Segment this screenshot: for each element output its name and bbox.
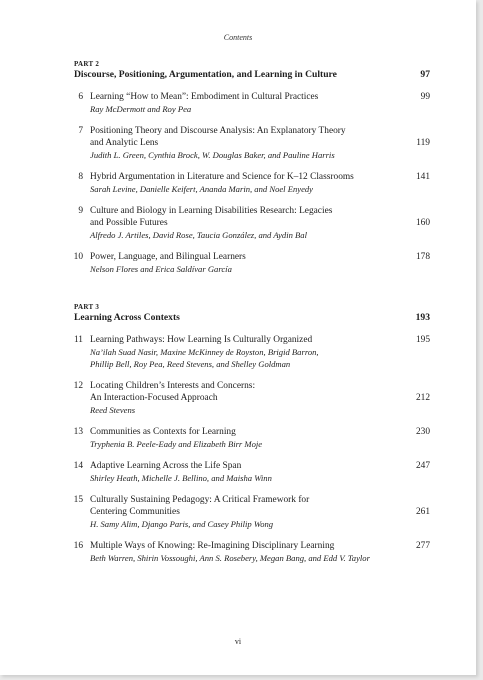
chapter-number: 14 bbox=[73, 461, 83, 471]
chapter-title-line: Multiple Ways of Knowing: Re-Imagining Disciplinary Learning bbox=[90, 541, 335, 551]
chapter-title-line: Culture and Biology in Learning Disabilities Research: Legacies bbox=[90, 206, 333, 216]
page-folio: vi bbox=[234, 637, 242, 646]
toc-entry bbox=[74, 171, 430, 195]
chapter-page-number: 119 bbox=[416, 138, 430, 148]
chapter-title-line: and Possible Futures bbox=[90, 218, 168, 228]
chapter-authors: Judith L. Green, Cynthia Brock, W. Douglas Baker, and Pauline Harris bbox=[90, 150, 335, 160]
chapter-text bbox=[90, 171, 390, 195]
chapter-text bbox=[90, 380, 390, 416]
chapter-authors: Na’ilah Suad Nasir, Maxine McKinney de Royston, Brigid Barron, bbox=[90, 347, 319, 357]
part-label: PART 2 bbox=[74, 60, 100, 68]
chapter-title-line: Locating Children’s Interests and Concerns: bbox=[90, 381, 256, 391]
chapter-title-line: An Interaction-Focused Approach bbox=[90, 393, 218, 403]
chapter-authors: Sarah Levine, Danielle Keifert, Ananda Marin, and Noel Enyedy bbox=[90, 184, 314, 194]
chapter-authors: Phillip Bell, Roy Pea, Reed Stevens, and Shelley Goldman bbox=[90, 359, 291, 369]
chapter-number: 7 bbox=[78, 126, 83, 136]
toc-entry bbox=[74, 251, 430, 275]
toc-entry bbox=[74, 540, 430, 564]
chapter-title-line: Learning Pathways: How Learning Is Culturally Organized bbox=[90, 335, 313, 345]
chapter-title-line: Centering Communities bbox=[90, 507, 180, 517]
chapter-text bbox=[90, 251, 390, 275]
part-label: PART 3 bbox=[74, 303, 100, 311]
chapter-page-number: 178 bbox=[415, 252, 430, 262]
toc-entry bbox=[74, 91, 430, 115]
toc-entry bbox=[74, 125, 430, 161]
toc-entry bbox=[74, 334, 430, 370]
chapter-text bbox=[90, 334, 390, 370]
part-page-number: 193 bbox=[415, 312, 430, 323]
chapter-authors: H. Samy Alim, Django Paris, and Casey Philip Wong bbox=[90, 519, 274, 529]
part-title: Learning Across Contexts bbox=[74, 312, 180, 323]
part-title: Discourse, Positioning, Argumentation, and Learning in Culture bbox=[74, 69, 337, 80]
chapter-title-line: Positioning Theory and Discourse Analysis: An Explanatory Theory bbox=[90, 126, 346, 136]
chapter-title-line: Communities as Contexts for Learning bbox=[90, 427, 236, 437]
chapter-number: 16 bbox=[73, 541, 83, 551]
chapter-text bbox=[90, 540, 390, 564]
toc-entry bbox=[74, 460, 430, 484]
chapter-page-number: 212 bbox=[415, 393, 430, 403]
toc-entry bbox=[74, 380, 430, 416]
chapter-page-number: 277 bbox=[415, 541, 430, 551]
chapter-title-line: and Analytic Lens bbox=[90, 138, 159, 148]
part-title-row bbox=[74, 312, 430, 324]
chapter-page-number: 195 bbox=[415, 335, 430, 345]
chapter-authors: Nelson Flores and Erica Saldívar García bbox=[90, 264, 232, 274]
chapter-title-line: Adaptive Learning Across the Life Span bbox=[90, 461, 242, 471]
chapter-number: 6 bbox=[78, 92, 83, 102]
table-of-contents bbox=[74, 60, 430, 564]
chapter-number: 13 bbox=[73, 427, 83, 437]
chapter-number: 8 bbox=[78, 172, 83, 182]
chapter-authors: Shirley Heath, Michelle J. Bellino, and Maisha Winn bbox=[90, 473, 272, 483]
chapter-number: 15 bbox=[73, 495, 83, 505]
chapter-title-line: Hybrid Argumentation in Literature and Science for K–12 Classrooms bbox=[90, 172, 354, 182]
chapter-page-number: 247 bbox=[415, 461, 430, 471]
part-title-row bbox=[74, 69, 430, 81]
toc-entry bbox=[74, 205, 430, 241]
part-3-section bbox=[74, 303, 430, 564]
chapter-title-line: Learning “How to Mean”: Embodiment in Cultural Practices bbox=[90, 92, 319, 102]
chapter-page-number: 160 bbox=[415, 218, 430, 228]
part-2-section bbox=[74, 60, 430, 275]
chapter-text bbox=[90, 426, 390, 450]
chapter-title-line: Power, Language, and Bilingual Learners bbox=[90, 252, 246, 262]
chapter-page-number: 230 bbox=[415, 427, 430, 437]
chapter-text bbox=[90, 205, 390, 241]
toc-entry bbox=[74, 494, 430, 530]
chapter-number: 9 bbox=[78, 206, 83, 216]
chapter-authors: Beth Warren, Shirin Vossoughi, Ann S. Rosebery, Megan Bang, and Edd V. Taylor bbox=[90, 553, 370, 563]
chapter-page-number: 261 bbox=[415, 507, 430, 517]
chapter-number: 11 bbox=[73, 335, 83, 345]
chapter-text bbox=[90, 125, 390, 161]
chapter-authors: Alfredo J. Artiles, David Rose, Taucia González, and Aydin Bal bbox=[90, 230, 307, 240]
chapter-text bbox=[90, 91, 390, 115]
chapter-authors: Tryphenia B. Peele-Eady and Elizabeth Birr Moje bbox=[90, 439, 263, 449]
part-page-number: 97 bbox=[420, 69, 430, 80]
toc-entry bbox=[74, 426, 430, 450]
chapter-authors: Ray McDermott and Roy Pea bbox=[90, 104, 192, 114]
chapter-page-number: 99 bbox=[420, 92, 430, 102]
chapter-authors: Reed Stevens bbox=[90, 405, 136, 415]
running-head: Contents bbox=[223, 33, 253, 42]
chapter-text bbox=[90, 460, 390, 484]
chapter-number: 12 bbox=[73, 381, 83, 391]
chapter-number: 10 bbox=[73, 252, 83, 262]
chapter-title-line: Culturally Sustaining Pedagogy: A Critical Framework for bbox=[90, 495, 310, 505]
chapter-page-number: 141 bbox=[415, 172, 430, 182]
chapter-text bbox=[90, 494, 390, 530]
